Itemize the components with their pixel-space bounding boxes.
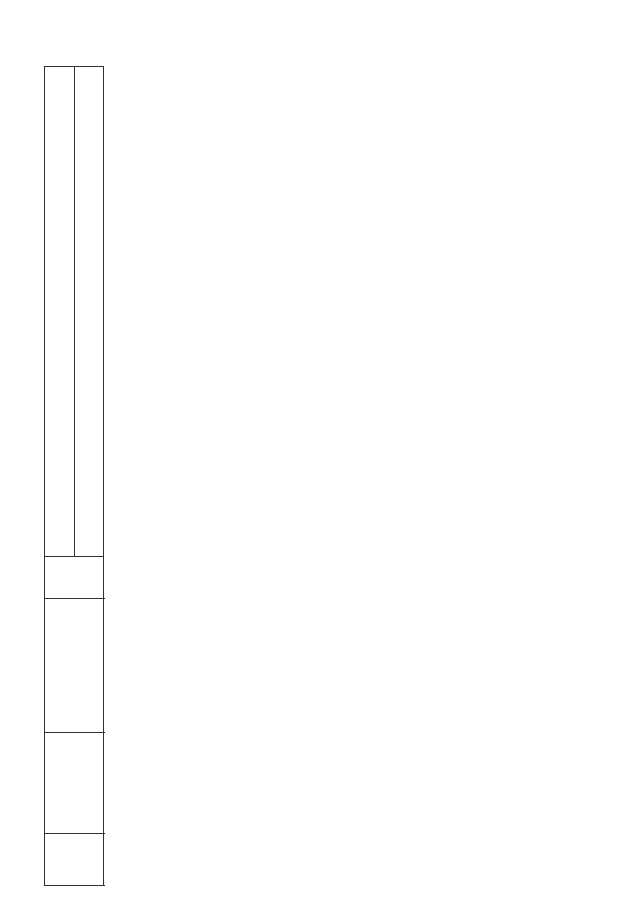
rotated-table-area: [44, 66, 564, 886]
header-program-name: [45, 733, 104, 834]
table-header: [45, 67, 104, 886]
header-total: [45, 557, 104, 599]
header-by-year-group: [74, 67, 104, 557]
header-funding-sources: [45, 599, 104, 733]
budget-table: [44, 66, 104, 886]
header-expense-estimate: [45, 67, 75, 557]
header-status: [45, 833, 104, 885]
